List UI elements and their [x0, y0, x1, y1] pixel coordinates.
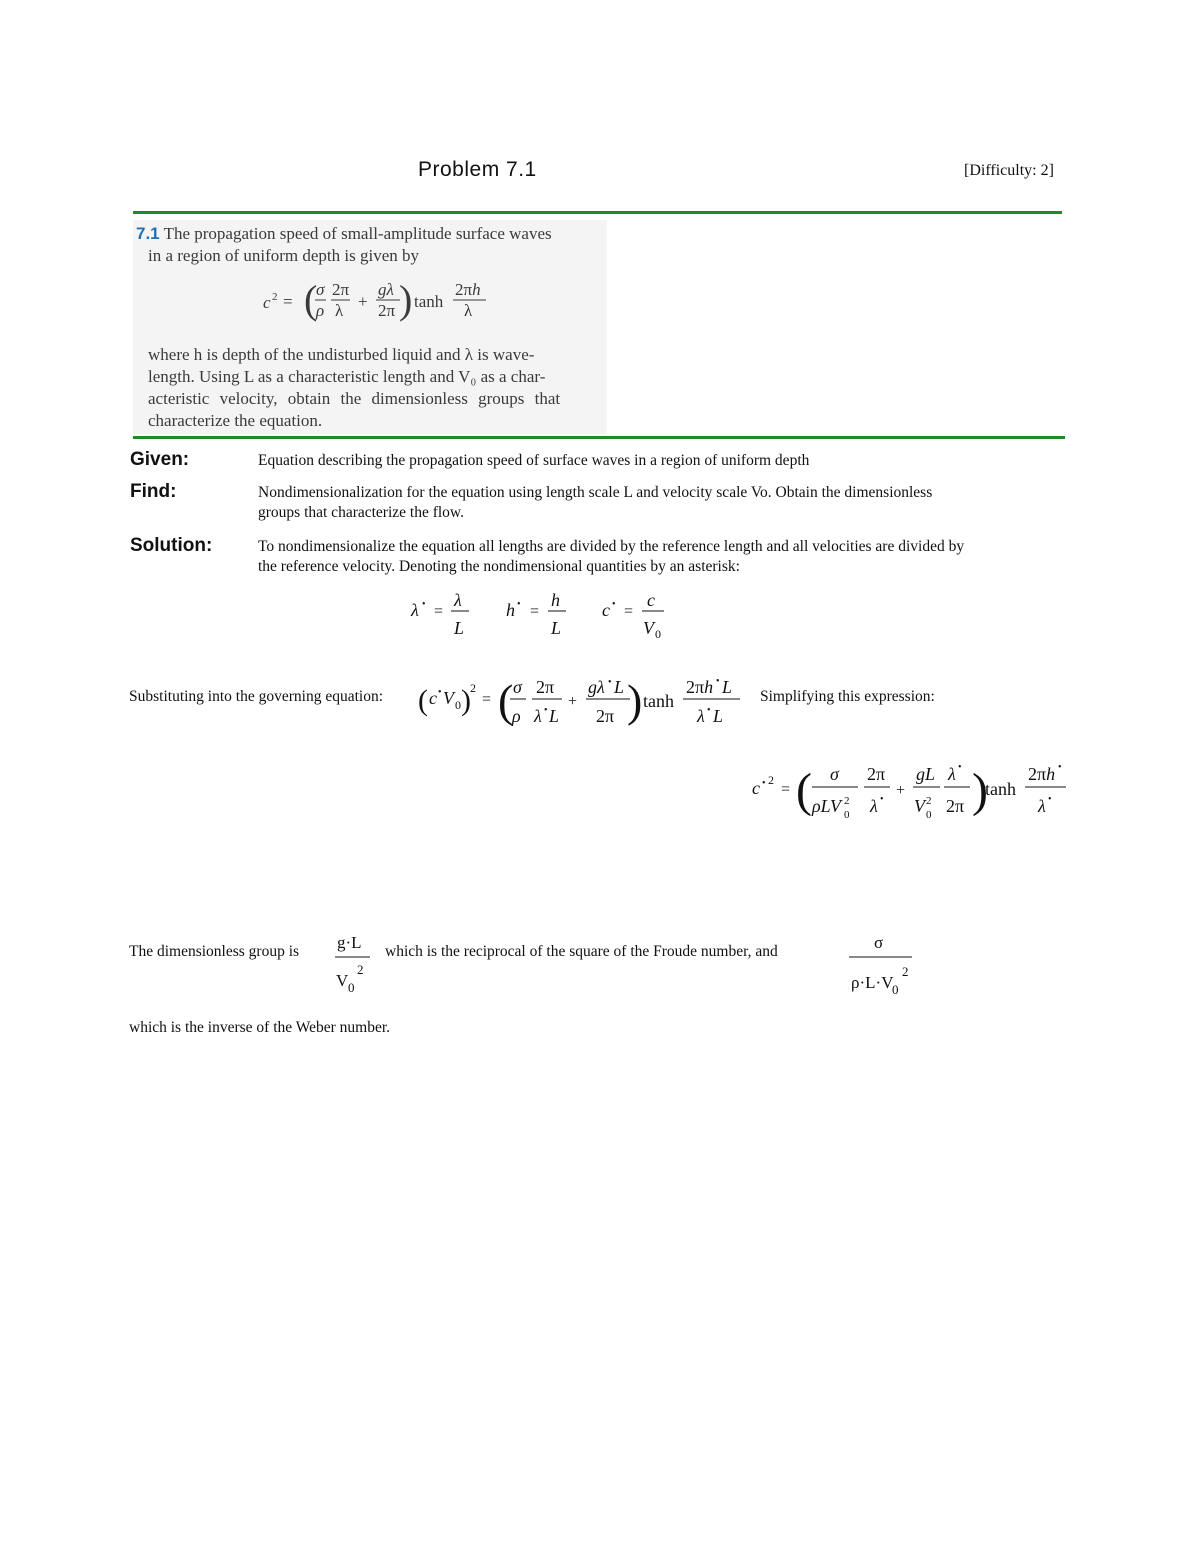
- substituted-equation: [418, 668, 748, 736]
- svg-text:0: 0: [455, 698, 461, 712]
- svg-text:(: (: [796, 764, 812, 817]
- svg-text:c: c: [263, 293, 271, 312]
- svg-text:2: 2: [272, 291, 278, 303]
- svg-text:•: •: [422, 599, 426, 610]
- svg-text:0: 0: [348, 980, 355, 995]
- svg-text:ρ·L·V: ρ·L·V: [851, 973, 894, 992]
- svg-text:•: •: [544, 705, 548, 716]
- svg-text:=: =: [530, 603, 540, 620]
- problem-intro-line2: in a region of uniform depth is given by: [148, 246, 420, 265]
- svg-text:2πh: 2πh: [686, 677, 714, 697]
- problem-text-line1: where h is depth of the undisturbed liquid and λ is wave-: [148, 345, 535, 364]
- svg-text:V: V: [443, 688, 454, 708]
- svg-text:•: •: [438, 687, 442, 698]
- find-text-line1: Nondimensionalization for the equation using length scale L and velocity scale Vo. Obtain the dimensionless: [258, 484, 933, 501]
- solution-text-line1: To nondimensionalize the equation all lengths are divided by the reference length and all velocities are divided by: [258, 538, 965, 555]
- svg-text:): ): [627, 675, 643, 726]
- svg-text:λ: λ: [948, 764, 956, 784]
- svg-text:σ: σ: [874, 933, 884, 952]
- svg-text:g·L: g·L: [337, 933, 362, 952]
- svg-text:0: 0: [926, 809, 932, 821]
- svg-text:2πh: 2πh: [1028, 764, 1056, 784]
- svg-text:•: •: [880, 794, 884, 805]
- svg-text:L: L: [713, 706, 724, 726]
- svg-text:V: V: [643, 618, 654, 638]
- svg-text:λ: λ: [1038, 796, 1046, 816]
- svg-text:gλ: gλ: [588, 677, 605, 697]
- problem-statement-image: [133, 220, 607, 434]
- solution-text-line2: the reference velocity. Denoting the nondimensional quantities by an asterisk:: [258, 558, 740, 575]
- svg-text:V: V: [914, 796, 925, 816]
- svg-text:λ: λ: [464, 301, 473, 320]
- given-label: Given:: [130, 449, 190, 470]
- svg-text:2πh: 2πh: [455, 280, 481, 299]
- svg-text:λ: λ: [697, 706, 705, 726]
- svg-text:λ: λ: [454, 590, 462, 610]
- svg-text:V: V: [336, 971, 349, 990]
- svg-text:L: L: [454, 618, 465, 638]
- find-label: Find:: [130, 481, 177, 502]
- svg-text:=: =: [624, 603, 634, 620]
- svg-text:λ: λ: [870, 796, 878, 816]
- svg-text:L: L: [722, 677, 733, 697]
- bottom-divider: [133, 436, 1065, 439]
- svg-text:2π: 2π: [596, 706, 615, 726]
- svg-text:2: 2: [844, 795, 850, 807]
- svg-text:•: •: [517, 599, 521, 610]
- svg-text:•: •: [1058, 762, 1062, 773]
- svg-text:•: •: [762, 778, 766, 789]
- svg-text:0: 0: [844, 809, 850, 821]
- problem-text-line3: acteristic velocity, obtain the dimensionless groups that: [148, 389, 561, 408]
- svg-text:L: L: [549, 706, 560, 726]
- group-text-2: which is the reciprocal of the square of the Froude number, and: [385, 943, 778, 960]
- svg-text:•: •: [716, 676, 720, 687]
- svg-text:c: c: [752, 778, 760, 798]
- svg-text:ρ: ρ: [512, 706, 521, 726]
- solution-label: Solution:: [130, 535, 213, 556]
- svg-text:+: +: [358, 292, 368, 311]
- svg-text:2π: 2π: [867, 764, 886, 784]
- svg-text:2: 2: [768, 773, 774, 787]
- group-text-1: The dimensionless group is: [129, 943, 300, 960]
- svg-text:•: •: [608, 677, 612, 688]
- svg-text:λ: λ: [534, 706, 542, 726]
- svg-text:=: =: [482, 691, 492, 708]
- svg-text:tanh: tanh: [985, 779, 1016, 799]
- svg-text:ρ: ρ: [316, 301, 325, 320]
- svg-text:+: +: [568, 693, 578, 710]
- simplifying-text: Simplifying this expression:: [760, 688, 935, 705]
- svg-text:h: h: [551, 590, 560, 610]
- svg-text:λ: λ: [411, 600, 419, 620]
- svg-text:): ): [972, 764, 988, 817]
- svg-text:=: =: [283, 292, 293, 311]
- substituting-text: Substituting into the governing equation:: [129, 688, 384, 705]
- svg-text:•: •: [1048, 794, 1052, 805]
- svg-text:=: =: [434, 603, 444, 620]
- svg-text:•: •: [707, 705, 711, 716]
- svg-text:ρLV: ρLV: [812, 796, 841, 816]
- group-text-3: which is the inverse of the Weber number.: [129, 1019, 391, 1036]
- svg-text:c: c: [602, 600, 610, 620]
- svg-text:2: 2: [902, 964, 909, 979]
- svg-text:0: 0: [655, 627, 661, 641]
- svg-text:σ: σ: [830, 764, 839, 784]
- simplified-equation: [748, 756, 1070, 824]
- svg-text:+: +: [896, 782, 906, 799]
- svg-text:h: h: [506, 600, 515, 620]
- svg-text:gλ: gλ: [378, 280, 394, 299]
- svg-text:λ: λ: [335, 301, 344, 320]
- problem-text-line4: characterize the equation.: [148, 411, 323, 430]
- difficulty-label: [Difficulty: 2]: [964, 162, 1054, 179]
- svg-text:•: •: [958, 762, 962, 773]
- nondimensional-definitions: [405, 582, 675, 644]
- problem-intro-line1: The propagation speed of small-amplitude surface waves: [163, 224, 552, 243]
- svg-text:2π: 2π: [378, 301, 396, 320]
- svg-text:(: (: [304, 277, 318, 322]
- svg-text:0: 0: [892, 982, 899, 997]
- svg-text:): ): [461, 684, 471, 717]
- weber-group: [846, 926, 918, 998]
- svg-text:c: c: [429, 688, 437, 708]
- svg-text:σ: σ: [513, 677, 522, 697]
- svg-text:tanh: tanh: [643, 691, 674, 711]
- svg-text:2π: 2π: [536, 677, 555, 697]
- svg-text:2π: 2π: [332, 280, 350, 299]
- problem-text-line2: length. Using L as a characteristic length and V₀ as a char-: [148, 367, 546, 386]
- svg-text:=: =: [781, 781, 791, 798]
- svg-text:2: 2: [926, 795, 932, 807]
- svg-text:L: L: [551, 618, 562, 638]
- svg-text:2: 2: [357, 962, 364, 977]
- svg-text:L: L: [614, 677, 625, 697]
- froude-group: [332, 926, 376, 998]
- find-text-line2: groups that characterize the flow.: [258, 504, 464, 521]
- svg-text:σ: σ: [316, 280, 325, 299]
- svg-text:tanh: tanh: [414, 292, 444, 311]
- problem-equation: [258, 275, 488, 327]
- given-text: Equation describing the propagation speed of surface waves in a region of uniform depth: [258, 452, 810, 469]
- svg-text:(: (: [418, 684, 428, 717]
- svg-text:2: 2: [470, 681, 476, 695]
- svg-text:): ): [399, 277, 413, 322]
- svg-text:2π: 2π: [946, 796, 965, 816]
- svg-text:•: •: [612, 599, 616, 610]
- top-divider: [133, 211, 1062, 214]
- page-title: Problem 7.1: [418, 158, 537, 181]
- svg-text:(: (: [498, 675, 514, 726]
- svg-text:c: c: [647, 590, 655, 610]
- svg-text:gL: gL: [916, 764, 936, 784]
- problem-number: 7.1: [136, 224, 160, 243]
